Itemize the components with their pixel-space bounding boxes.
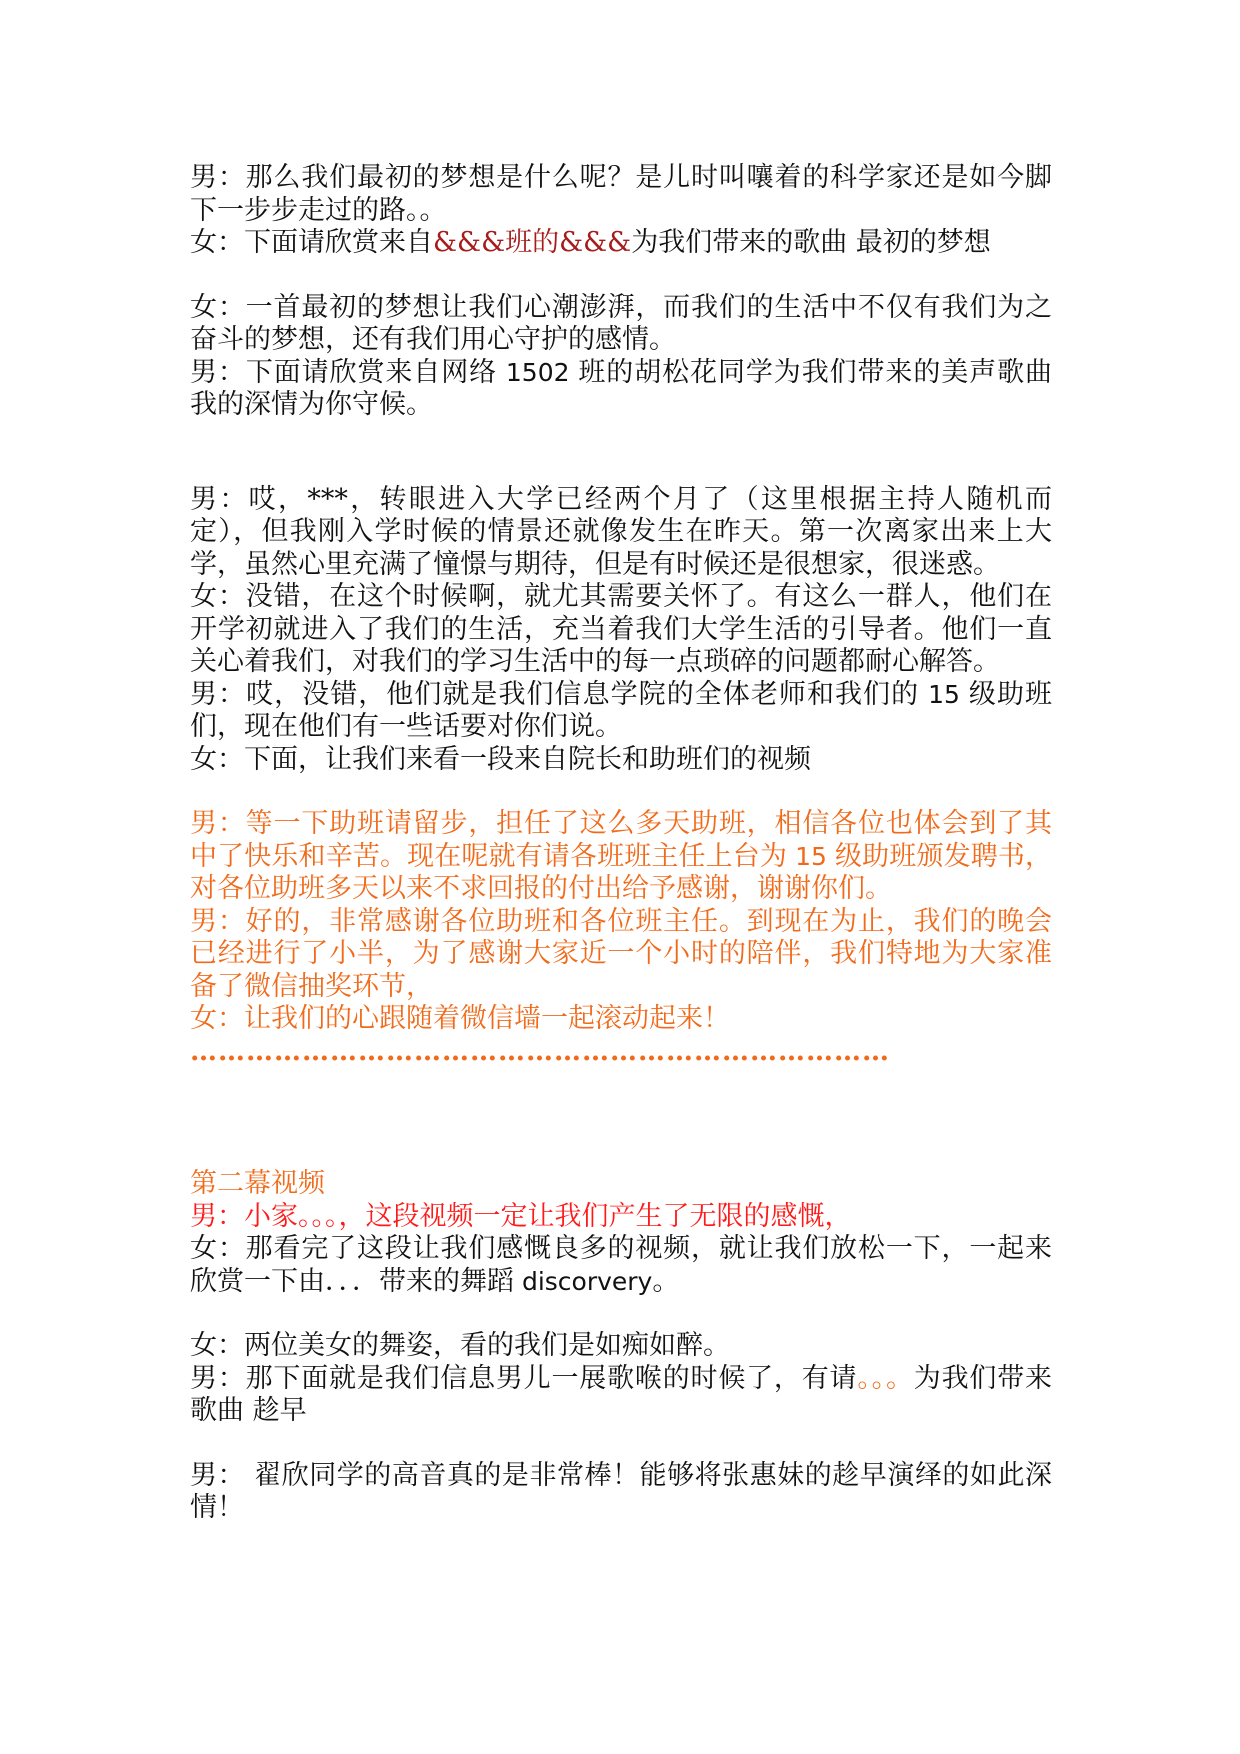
spacer [190, 1298, 1052, 1330]
highlight-placeholder: 。。。 [857, 1362, 914, 1394]
line-text: 男：那么我们最初的梦想是什么呢？是儿时叫嚷着的科学家还是如今脚下一步步走过的路。。 [190, 162, 1052, 226]
dialogue-line-male-lottery [190, 906, 1052, 1004]
dialogue-line-female-intro-song [190, 227, 1052, 260]
line-text: 女：下面，让我们来看一段来自院长和助班们的视频 [190, 743, 811, 775]
dialogue-line-female-dancers [190, 1330, 1052, 1363]
dialogue-line-male-teachers [190, 679, 1052, 744]
dialogue-line-male-intro-vocal [190, 357, 1052, 422]
dialogue-line-male-assistants [190, 808, 1052, 906]
dotted-separator [190, 1036, 1052, 1069]
section-heading [190, 1168, 1052, 1201]
grade-number: 15 [919, 679, 969, 709]
line-text: 男：哎，***，转眼进入大学已经两个月了（这里根据主持人随机而定），但我刚入学时候的情景还就像发生在昨天。第一次离家出来上大学，虽然心里充满了憧憬与期待，但是有时候还是很想家，很迷惑。 [190, 483, 1052, 580]
dialogue-line-male-intro-song [190, 1363, 1052, 1428]
spacer [190, 776, 1052, 808]
highlight-placeholder: &&&班的&&& [433, 227, 632, 258]
line-text: 女：没错，在这个时候啊，就尤其需要关怀了。有这么一群人，他们在开学初就进入了我们的生活，充当着我们大学生活的引导者。他们一直关心着我们，对我们的学习生活中的每一点琐碎的问题都耐心解答。 [190, 581, 1052, 677]
line-text: 女：让我们的心跟随着微信墙一起滚动起来！ [190, 1003, 730, 1034]
line-prefix: 男：下面请欣赏来自网络 [190, 356, 498, 388]
line-text: 女：两位美女的舞姿，看的我们是如痴如醉。 [190, 1330, 730, 1361]
dots-text: ………………………………………………………………… [190, 1035, 890, 1067]
line-text: 男： 翟欣同学的高音真的是非常棒！能够将张惠妹的趁早演绎的如此深情！ [190, 1459, 1052, 1523]
dialogue-line-male-dream [190, 162, 1052, 227]
line-prefix: 女：下面请欣赏来自 [190, 227, 433, 258]
spacer [190, 260, 1052, 292]
dialogue-line-female-care [190, 581, 1052, 679]
spacer [190, 422, 1052, 484]
line-text: 男：小家。。。，这段视频一定让我们产生了无限的感慨， [190, 1200, 852, 1232]
dialogue-line-female-wechat [190, 1003, 1052, 1036]
dialogue-line-female-dance [190, 1233, 1052, 1298]
heading-text: 第二幕视频 [190, 1168, 325, 1199]
line-text: 女：一首最初的梦想让我们心潮澎湃，而我们的生活中不仅有我们为之奋斗的梦想，还有我们用心守护的感情。 [190, 291, 1052, 355]
dialogue-line-male-college [190, 484, 1052, 582]
spacer [190, 1068, 1052, 1168]
line-prefix: 男：那下面就是我们信息男儿一展歌喉的时候了，有请 [190, 1362, 858, 1394]
dialogue-line-male-praise [190, 1460, 1052, 1525]
document-page [190, 162, 1052, 1525]
dialogue-line-female-video [190, 744, 1052, 777]
line-suffix: 为我们带来的歌曲 最初的梦想 [631, 227, 991, 258]
line-suffix: 为我们带来歌曲 趁早 [190, 1362, 1053, 1426]
line-text: 男：好的，非常感谢各位助班和各位班主任。到现在为止，我们的晚会已经进行了小半，为了感谢大家近一个小时的陪伴，我们特地为大家准备了微信抽奖环节， [190, 905, 1052, 1002]
dance-name: discorvery [514, 1266, 653, 1296]
dialogue-line-male-video-feeling [190, 1201, 1052, 1234]
line-suffix: 。 [652, 1265, 680, 1297]
dialogue-line-female-dream-song [190, 292, 1052, 357]
line-suffix: 班的胡松花同学为我们带来的美声歌曲 我的深情为你守候。 [190, 356, 1052, 420]
line-prefix: 女：那看完了这段让我们感慨良多的视频，就让我们放松一下，一起来欣赏一下由．．．带来的舞蹈 [190, 1233, 1052, 1297]
class-number: 1502 [497, 357, 579, 387]
line-prefix: 男：哎，没错，他们就是我们信息学院的全体老师和我们的 [190, 678, 920, 710]
line-prefix: 男：等一下助班请留步，担任了这么多天助班，相信各位也体会到了其中了快乐和辛苦。现在呢就有请各班班主任上台为 [190, 808, 1052, 872]
line-suffix: 级助班颁发聘书，对各位助班多天以来不求回报的付出给予感谢，谢谢你们。 [190, 840, 1052, 904]
spacer [190, 1428, 1052, 1460]
grade-number: 15 [787, 841, 836, 871]
line-suffix: 级助班们，现在他们有一些话要对你们说。 [190, 678, 1052, 742]
